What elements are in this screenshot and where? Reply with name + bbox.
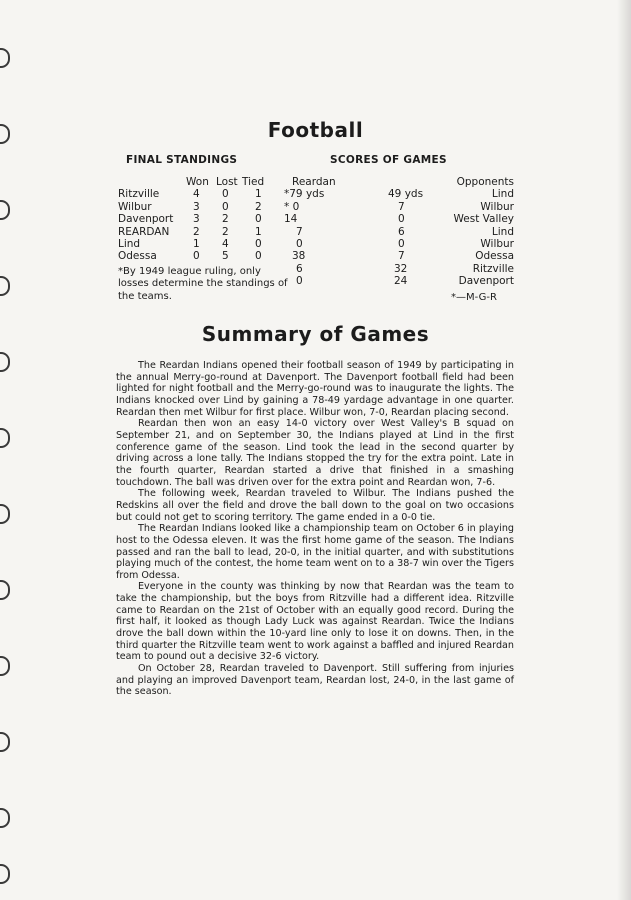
opponent-name: Ritzville xyxy=(472,262,514,275)
standings-row xyxy=(118,188,278,200)
binding-ring xyxy=(0,504,10,524)
opponent-score: 49 yds xyxy=(388,188,424,201)
binding-ring xyxy=(0,200,10,220)
opponent-score: 7 xyxy=(398,250,405,263)
reardan-score: 0 xyxy=(296,275,303,288)
col-won: Won xyxy=(186,176,209,188)
col-tied: Tied xyxy=(242,176,265,188)
tied-value: 2 xyxy=(255,200,262,213)
scores-table xyxy=(284,176,514,288)
standings-row xyxy=(118,226,278,238)
standings-row xyxy=(118,213,278,225)
reardan-score: 0 xyxy=(296,237,303,250)
opponent-name: Lind xyxy=(491,225,514,238)
summary-paragraph: The following week, Reardan traveled to Wilbur. The Indians pushed the Redskins all over the field and drove the ball down to the goal on two occasions but could not get to scoring territory. The game ended in a 0-0 tie. xyxy=(116,488,514,523)
reardan-score: 14 xyxy=(284,213,298,226)
summary-title: Summary of Games xyxy=(201,322,430,346)
reardan-score: 7 xyxy=(296,225,303,238)
reardan-score: 6 xyxy=(296,262,303,275)
standings-row xyxy=(118,238,278,250)
binding-ring xyxy=(0,732,10,752)
standings-table xyxy=(118,176,278,263)
standings-note: *By 1949 league ruling, only losses determine the standings of the teams. xyxy=(118,266,288,302)
team-name: Odessa xyxy=(118,250,157,263)
won-value: 4 xyxy=(193,188,200,201)
standings-row xyxy=(118,201,278,213)
standings-heading: FINAL STANDINGS xyxy=(126,154,238,166)
summary-paragraph: The Reardan Indians opened their football season of 1949 by participating in the annual Merry-go-round at Davenport. The Davenport football field had been lighted for night football and the Merry-go-round was to inaugurate the lights. The Indians knocked over Lind by gaining a 78-49 yardage advantage in one quarter. Reardan then met Wilbur for first place. Wilbur won, 7-0, Reardan placing second. xyxy=(116,360,514,418)
col-reardan: Reardan xyxy=(292,176,336,188)
binding-ring xyxy=(0,48,10,68)
scores-header-row xyxy=(284,176,514,188)
lost-value: 4 xyxy=(222,237,229,250)
score-row xyxy=(284,213,514,225)
lost-value: 2 xyxy=(222,225,229,238)
opponent-name: Davenport xyxy=(458,275,514,288)
score-row xyxy=(284,201,514,213)
team-name: Ritzville xyxy=(118,188,160,201)
won-value: 0 xyxy=(193,250,200,263)
opponent-score: 6 xyxy=(398,225,405,238)
tied-value: 0 xyxy=(255,213,262,226)
binding-ring xyxy=(0,580,10,600)
summary-paragraph: The Reardan Indians looked like a championship team on October 6 in playing host to the Odessa eleven. It was the first home game of the season. The Indians passed and ran the ball to lead, 20-0, in the initial quarter, and with substitutions playing much of the contest, the home team went on to a 38-7 win over the Tigers from Odessa. xyxy=(116,523,514,581)
opponent-name: Wilbur xyxy=(480,237,514,250)
score-row xyxy=(284,238,514,250)
summary-body xyxy=(116,360,514,698)
won-value: 1 xyxy=(193,237,200,250)
lost-value: 0 xyxy=(222,200,229,213)
lost-value: 5 xyxy=(222,250,229,263)
opponent-score: 24 xyxy=(394,275,408,288)
score-row xyxy=(284,275,514,287)
summary-paragraph: On October 28, Reardan traveled to Davenport. Still suffering from injuries and playing an improved Davenport team, Reardan lost, 24-0, in the last game of the season. xyxy=(116,663,514,698)
team-name: Davenport xyxy=(118,213,174,226)
reardan-score: *79 yds xyxy=(284,188,325,201)
score-row xyxy=(284,188,514,200)
binding-ring xyxy=(0,352,10,372)
standings-header-row xyxy=(118,176,278,188)
opponent-name: Wilbur xyxy=(480,200,514,213)
opponent-name: West Valley xyxy=(453,213,514,226)
opponent-score: 32 xyxy=(394,262,408,275)
lost-value: 0 xyxy=(222,188,229,201)
opponent-score: 7 xyxy=(398,200,405,213)
page-title: Football xyxy=(267,118,364,142)
summary-paragraph: Reardan then won an easy 14-0 victory over West Valley's B squad on September 21, and on September 30, the Indians played at Lind in the first conference game of the season. Lind took the lead in the second quarter by driving across a lone tally. The Indians stopped the try for the extra point. Late in the fourth quarter, Reardan started a drive that finished in a smashing touchdown. The ball was driven over for the extra point and Reardan won, 7-6. xyxy=(116,418,514,488)
tied-value: 1 xyxy=(255,225,262,238)
tied-value: 0 xyxy=(255,237,262,250)
score-row xyxy=(284,250,514,262)
scores-heading: SCORES OF GAMES xyxy=(330,154,447,166)
won-value: 2 xyxy=(193,225,200,238)
won-value: 3 xyxy=(193,213,200,226)
opponent-score: 0 xyxy=(398,213,405,226)
opponent-name: Lind xyxy=(491,188,514,201)
opponent-score: 0 xyxy=(398,237,405,250)
team-name: REARDAN xyxy=(118,225,170,238)
reardan-score: 38 xyxy=(292,250,306,263)
tied-value: 0 xyxy=(255,250,262,263)
summary-paragraph: Everyone in the county was thinking by now that Reardan was the team to take the championship, but the boys from Ritzville had a different idea. Ritzville came to Reardan on the 21st of October with an equally good record. During the first half, it looked as though Lady Luck was against Reardan. Twice the Indians drove the ball down within the 10-yard line only to lose it on downs. Then, in the third quarter the Ritzville team went to work against a baffled and injured Reardan team to pound out a decisive 32-6 victory. xyxy=(116,581,514,663)
binding-ring xyxy=(0,428,10,448)
binding-ring xyxy=(0,808,10,828)
standings-row xyxy=(118,250,278,262)
team-name: Lind xyxy=(118,237,141,250)
won-value: 3 xyxy=(193,200,200,213)
opponent-name: Odessa xyxy=(475,250,514,263)
team-name: Wilbur xyxy=(118,200,152,213)
binding-ring xyxy=(0,864,10,884)
col-lost: Lost xyxy=(216,176,238,188)
score-row xyxy=(284,226,514,238)
binding-ring xyxy=(0,656,10,676)
reardan-score: * 0 xyxy=(284,200,300,213)
tied-value: 1 xyxy=(255,188,262,201)
lost-value: 2 xyxy=(222,213,229,226)
scores-footnote: *—M-G-R xyxy=(451,292,497,303)
binding-ring xyxy=(0,276,10,296)
score-row xyxy=(284,263,514,275)
col-opponents: Opponents xyxy=(456,176,514,188)
